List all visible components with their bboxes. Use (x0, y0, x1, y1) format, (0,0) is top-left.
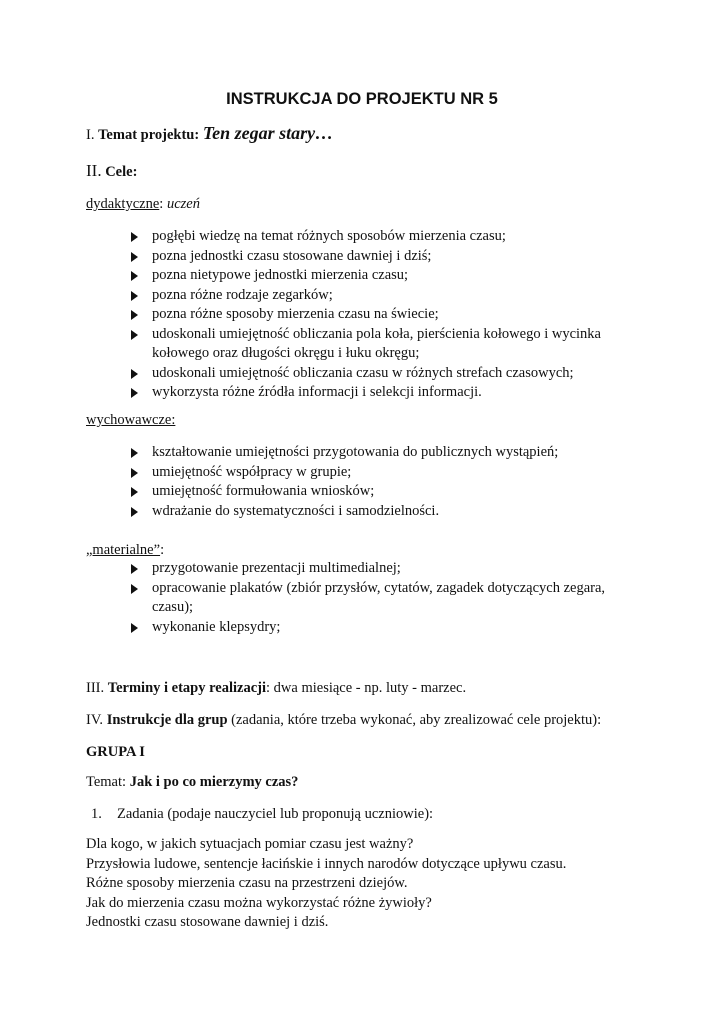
topic-label: Temat projektu: (98, 127, 200, 143)
arrow-bullet-icon (131, 330, 138, 340)
tasks-item (86, 805, 433, 823)
terms-text: : dwa miesiące - np. luty - marzec. (266, 680, 467, 696)
list-item: pozna różne rodzaje zegarków; (128, 286, 601, 306)
section-goals (86, 162, 137, 181)
list-item: wykorzysta różne źródła informacji i selekcji informacji. (128, 383, 601, 403)
tasks-text: Zadania (podaje nauczyciel lub proponują uczniowie): (117, 806, 434, 822)
section-roman: II. (86, 161, 102, 180)
list-item: kształtowanie umiejętności przygotowania do publicznych wystąpień; (128, 443, 558, 463)
arrow-bullet-icon (131, 487, 138, 497)
questions-list (86, 835, 566, 933)
arrow-bullet-icon (131, 271, 138, 281)
arrow-bullet-icon (131, 232, 138, 242)
goals-label: Cele: (105, 164, 138, 180)
list-item: wdrażanie do systematyczności i samodzielności. (128, 502, 558, 522)
question-line: Różne sposoby mierzenia czasu na przestrzeni dziejów. (86, 875, 408, 891)
list-item: pozna nietypowe jednostki mierzenia czasu; (128, 266, 601, 286)
group-heading: GRUPA I (86, 744, 145, 760)
terms-label: Terminy i etapy realizacji (107, 680, 267, 696)
arrow-bullet-icon (131, 388, 138, 398)
arrow-bullet-icon (131, 310, 138, 320)
arrow-bullet-icon (131, 468, 138, 478)
wychowawcze-list (128, 443, 558, 521)
topic-value: Ten zegar stary… (202, 123, 334, 143)
dydaktyczne-heading (86, 195, 200, 213)
dydaktyczne-list (128, 227, 601, 403)
arrow-bullet-icon (131, 564, 138, 574)
wychowawcze-label: wychowawcze: (86, 412, 176, 428)
arrow-bullet-icon (131, 369, 138, 379)
list-item: udoskonali umiejętność obliczania czasu w różnych strefach czasowych; (128, 364, 601, 384)
section-topic (86, 124, 333, 144)
page-title: INSTRUKCJA DO PROJEKTU NR 5 (226, 90, 498, 108)
list-item: pozna jednostki czasu stosowane dawniej i dziś; (128, 247, 601, 267)
materialne-label: „materialne” (86, 542, 161, 558)
group-topic-value: Jak i po co mierzymy czas? (129, 774, 299, 790)
list-item: umiejętność formułowania wniosków; (128, 482, 558, 502)
arrow-bullet-icon (131, 507, 138, 517)
arrow-bullet-icon (131, 584, 138, 594)
arrow-bullet-icon (131, 623, 138, 633)
group-topic (86, 773, 298, 791)
list-item: pogłębi wiedzę na temat różnych sposobów mierzenia czasu; (128, 227, 601, 247)
tasks-number: 1. (91, 806, 102, 822)
materialne-list (128, 559, 605, 637)
group-topic-label: Temat: (86, 774, 130, 790)
instructions-label: Instrukcje dla grup (106, 712, 228, 728)
dydaktyczne-label: dydaktyczne (86, 196, 160, 212)
arrow-bullet-icon (131, 291, 138, 301)
arrow-bullet-icon (131, 448, 138, 458)
question-line: Jednostki czasu stosowane dawniej i dziś. (86, 914, 329, 930)
question-line: Jak do mierzenia czasu można wykorzystać różne żywioły? (86, 894, 432, 911)
materialne-heading (86, 541, 164, 559)
list-item: umiejętność współpracy w grupie; (128, 463, 558, 483)
section-instructions (86, 711, 601, 729)
section-roman: III. (86, 680, 105, 696)
list-item: opracowanie plakatów (zbiór przysłów, cytatów, zagadek dotyczących zegara, czasu); (128, 579, 605, 618)
list-item: wykonanie klepsydry; (128, 618, 605, 638)
wychowawcze-heading (86, 411, 175, 429)
dydaktyczne-suffix: : (159, 196, 167, 212)
instructions-text: (zadania, które trzeba wykonać, aby zrealizować cele projektu): (227, 712, 602, 728)
section-terms (86, 679, 466, 697)
question-line: Przysłowia ludowe, sentencje łacińskie i innych narodów dotyczące upływu czasu. (86, 855, 567, 872)
question-line: Dla kogo, w jakich sytuacjach pomiar czasu jest ważny? (86, 836, 414, 852)
list-item: przygotowanie prezentacji multimedialnej; (128, 559, 605, 579)
section-roman: IV. (86, 712, 104, 728)
arrow-bullet-icon (131, 252, 138, 262)
list-item: pozna różne sposoby mierzenia czasu na świecie; (128, 305, 601, 325)
materialne-suffix: : (160, 542, 165, 558)
dydaktyczne-subject: uczeń (166, 196, 200, 212)
list-item: udoskonali umiejętność obliczania pola koła, pierścienia kołowego i wycinka kołowego oraz długości okręgu i łuku okręgu; (128, 325, 601, 364)
section-roman: I. (86, 127, 95, 143)
